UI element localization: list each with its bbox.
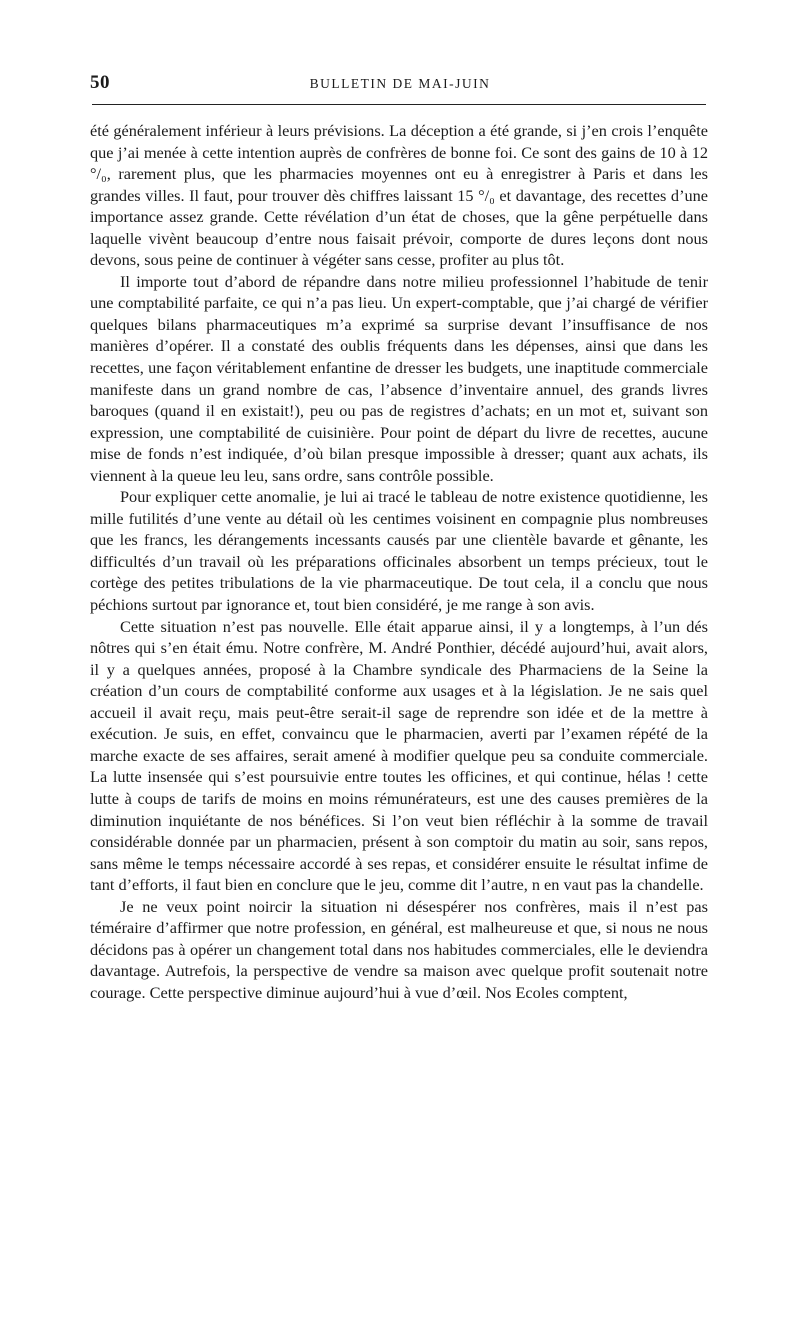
- running-title: BULLETIN DE MAI-JUIN: [309, 76, 491, 91]
- paragraph-4: Cette situation n’est pas nouvelle. Elle était apparue ainsi, il y a longtemps, à l’un dés nôtres qui s’en était ému. Notre confrère, M. André Ponthier, décédé aujourd’hui, avait alors, il y a quelques années, proposé à la Chambre syndicale des Pharmaciens de la Seine la création d’un cours de comptabilité conforme aux usages et à la législation. Je ne sais quel accueil il avait reçu, mais peut-être serait-il sage de reprendre son idée et de la mettre à exécution. Je suis, en effet, convaincu que le pharmacien, averti par l’examen répété de la marche exacte de ses affaires, serait amené à modifier quelque peu sa conduite commerciale. La lutte insensée qui s’est poursuivie entre toutes les officines, et qui continue, hélas ! cette lutte à coups de tarifs de moins en moins rémunérateurs, est une des causes premières de la diminution inquiétante de nos bénéfices. Si l’on veut bien réfléchir à la somme de travail considérable donnée par un pharmacien, présent à son comptoir du matin au soir, sans repos, sans même le temps nécessaire accordé à ses repas, et considérer ensuite le résultat infime de tant d’efforts, il faut bien en conclure que le jeu, comme dit l’autre, n en vaut pas la chandelle.: [90, 616, 708, 895]
- paragraph-2: Il importe tout d’abord de répandre dans notre milieu professionnel l’habitude de tenir une comptabilité parfaite, ce qui n’a pas lieu. Un expert-comptable, que j’ai chargé de vérifier quelques bilans pharmaceutiques m’a exprimé sa surprise devant l’insuffisance de nos manières d’opérer. Il a constaté des oublis fréquents dans les dépenses, ainsi que dans les recettes, une façon véritablement enfantine de dresser les budgets, une inaptitude commerciale manifeste dans un grand nombre de cas, l’absence d’inventaire annuel, des grands livres baroques (quand il en existait!), peu ou pas de registres d’achats; en un mot et, suivant son expression, une comptabilité de cuisinière. Pour point de départ du livre de recettes, aucune mise de fonds n’est indiquée, d’où bilan presque impossible à dresser; quant aux achats, ils viennent à la queue leu leu, sans ordre, sans contrôle possible.: [90, 271, 708, 485]
- paragraph-3: Pour expliquer cette anomalie, je lui ai tracé le tableau de notre existence quotidienne, les mille futilités d’une vente au détail où les centimes voisinent en compagnie plus nombreuses que les francs, les dérangements incessants causés par une clientèle bavarde et gênante, les difficultés d’un travail où les préparations officinales absorbent un temps précieux, tout le cortège des petites tribulations de la vie pharmaceutique. De tout cela, il a conclu que nous péchions surtout par ignorance et, tout bien considéré, je me range à son avis.: [90, 487, 708, 615]
- header-rule: [92, 104, 706, 105]
- body-text: [90, 120, 708, 1003]
- page-header: [90, 72, 710, 98]
- paragraph-5: Je ne veux point noircir la situation ni désespérer nos confrères, mais il n’est pas téméraire d’affirmer que notre profession, en général, est malheureuse et que, si nous ne nous décidons pas à opérer un changement total dans nos habitudes commerciales, elle le deviendra davantage. Autrefois, la perspective de vendre sa maison avec quelque profit soutenait notre courage. Cette perspective diminue aujourd’hui à vue d’œil. Nos Ecoles comptent,: [90, 896, 708, 1002]
- page-number: 50: [90, 72, 110, 93]
- paragraph-1: été généralement inférieur à leurs prévisions. La déception a été grande, si j’en crois l’enquête que j’ai menée à cette intention auprès de confrères de bonne foi. Ce sont des gains de 10 à 12 °/₀, rarement plus, que les pharmacies moyennes ont eu à enregistrer à Paris et dans les grandes villes. Il faut, pour trouver dès chiffres laissant 15 °/₀ et davantage, des recettes d’une importance assez grande. Cette révélation d’un état de choses, que la gêne perpétuelle dans laquelle vivènt beaucoup d’entre nous faisait prévoir, comporte de dures leçons dont nous devons, sous peine de continuer à végéter sans cesse, profiter au plus tôt.: [90, 121, 708, 270]
